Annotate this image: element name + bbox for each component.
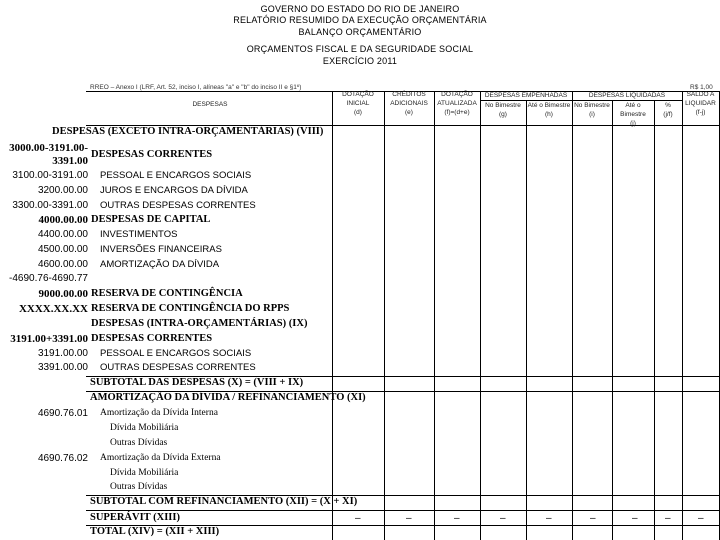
- column-header-dotacao-atualizada: DOTAÇÃO ATUALIZADA (f)=(d+e): [437, 91, 477, 116]
- row-label-subtotal-x: SUBTOTAL DAS DESPESAS (X) = (VIII + IX): [90, 377, 304, 388]
- col-divider: [480, 91, 481, 540]
- row-code-continued: 3391.00: [52, 155, 88, 167]
- column-header-emp-ate: Até o Bimestre (h): [527, 102, 571, 118]
- row-code: 4690.76.01: [37, 408, 88, 419]
- currency-unit: R$ 1,00: [690, 84, 713, 91]
- col-divider: [682, 91, 683, 540]
- column-header-creditos-adicionais: CRÉDITOS ADICIONAIS (e): [390, 91, 428, 116]
- row-code: 4690.76.02: [37, 453, 88, 464]
- row-label-investimentos: INVESTIMENTOS: [100, 229, 178, 240]
- row-label-despesas-exceto-intra: DESPESAS (EXCETO INTRA-ORÇAMENTÁRIAS) (VIII): [52, 126, 324, 137]
- row-label-juros-encargos: JUROS E ENCARGOS DA DÍVIDA: [100, 185, 248, 196]
- row-code: 3100.00-3191.00: [12, 170, 88, 181]
- row-label-divida-mobiliaria: Dívida Mobiliária: [110, 468, 179, 478]
- row-label-outras-dividas: Outras Dívidas: [110, 482, 168, 492]
- row-label-pessoal-encargos-intra: PESSOAL E ENCARGOS SOCIAIS: [100, 348, 252, 359]
- superavit-dash: –: [665, 513, 671, 524]
- superavit-dash: –: [355, 513, 361, 524]
- col-divider: [384, 91, 385, 540]
- row-label-despesas-correntes-intra: DESPESAS CORRENTES: [91, 333, 213, 344]
- col-divider: [654, 100, 655, 540]
- row-code: 3300.00-3391.00: [12, 200, 88, 211]
- row-label-superavit: SUPERÁVIT (XIII): [90, 512, 180, 523]
- row-code: 3191.00+3391.00: [10, 333, 88, 345]
- row-label-outras-despesas-correntes: OUTRAS DESPESAS CORRENTES: [100, 200, 256, 211]
- row-label-despesas-intra: DESPESAS (INTRA-ORÇAMENTÁRIAS) (IX): [91, 318, 308, 329]
- row-separator: [86, 510, 720, 511]
- superavit-dash: –: [454, 513, 460, 524]
- row-code: 4600.00.00: [37, 259, 88, 270]
- row-label-total: TOTAL (XIV) = (XII + XIII): [90, 526, 220, 537]
- row-label-inversoes-financeiras: INVERSÕES FINANCEIRAS: [100, 244, 222, 255]
- superavit-dash: –: [590, 513, 596, 524]
- column-header-pct: % (j/f): [663, 102, 673, 118]
- row-code: 3191.00.00: [37, 348, 88, 359]
- row-code: 4000.00.00: [38, 214, 88, 226]
- superavit-dash: –: [632, 513, 638, 524]
- row-label-despesas-correntes: DESPESAS CORRENTES: [91, 149, 213, 160]
- row-label-amortizacao-divida: AMORTIZAÇÃO DA DÍVIDA: [100, 259, 220, 270]
- column-header-saldo: SALDO A LIQUIDAR (f-j): [685, 91, 716, 116]
- superavit-dash: –: [500, 513, 506, 524]
- header-line-5: EXERCÍCIO 2011: [322, 56, 398, 66]
- row-code: 3391.00.00: [37, 362, 88, 373]
- header-line-2: RELATÓRIO RESUMIDO DA EXECUÇÃO ORÇAMENTÁRIA: [233, 15, 487, 25]
- header-line-4: ORÇAMENTOS FISCAL E DA SEGURIDADE SOCIAL: [246, 44, 474, 54]
- row-code: 3200.00.00: [37, 185, 88, 196]
- report-annex-reference: RREO – Anexo I (LRF, Art. 52, inciso I, alíneas "a" e "b" do inciso II e §1º): [90, 84, 302, 91]
- col-divider: [612, 100, 613, 540]
- row-code: 9000.00.00: [38, 288, 88, 300]
- column-header-despesas: DESPESAS: [192, 101, 228, 108]
- column-header-emp-bimestre: No Bimestre (g): [485, 102, 521, 118]
- row-label-outras-dividas: Outras Dívidas: [110, 438, 168, 448]
- column-group-empenhadas: DESPESAS EMPENHADAS: [484, 92, 568, 99]
- column-header-liq-bimestre: No Bimestre (i): [574, 102, 610, 118]
- row-label-reserva-contingencia: RESERVA DE CONTINGÊNCIA: [91, 288, 243, 299]
- row-label-reserva-contingencia-rpps: RESERVA DE CONTINGÊNCIA DO RPPS: [91, 303, 290, 314]
- row-label-amortizacao-interna: Amortização da Dívida Interna: [100, 408, 218, 418]
- superavit-dash: –: [546, 513, 552, 524]
- row-code: 4500.00.00: [37, 244, 88, 255]
- col-divider: [434, 91, 435, 540]
- row-code: XXXX.XX.XX: [18, 303, 88, 315]
- row-label-outras-despesas-intra: OUTRAS DESPESAS CORRENTES: [100, 362, 256, 373]
- row-label-despesas-capital: DESPESAS DE CAPITAL: [91, 214, 211, 225]
- row-label-subtotal-refinanciamento: SUBTOTAL COM REFINANCIAMENTO (XII) = (X + XI): [90, 496, 358, 507]
- superavit-dash: –: [698, 513, 704, 524]
- row-code: 3000.00-3191.00-: [9, 142, 88, 154]
- column-header-liq-ate: Até o Bimestre (j): [620, 102, 646, 127]
- col-divider: [332, 91, 333, 540]
- header-line-1: GOVERNO DO ESTADO DO RIO DE JANEIRO: [260, 4, 460, 14]
- row-label-divida-mobiliaria: Dívida Mobiliária: [110, 423, 179, 433]
- col-divider: [572, 91, 573, 540]
- row-label-amortizacao-refinanciamento: AMORTIZAÇÃO DA DÍVIDA / REFINANCIAMENTO (XI): [90, 392, 366, 403]
- row-label-pessoal-encargos: PESSOAL E ENCARGOS SOCIAIS: [100, 170, 252, 181]
- header-line-3: BALANÇO ORÇAMENTÁRIO: [298, 27, 422, 37]
- row-code: -4690.76-4690.77: [9, 273, 88, 284]
- column-group-liquidadas: DESPESAS LIQUIDADAS: [588, 92, 666, 99]
- row-label-amortizacao-externa: Amortização da Dívida Externa: [100, 453, 221, 463]
- row-code: 4400.00.00: [37, 229, 88, 240]
- superavit-dash: –: [406, 513, 412, 524]
- col-divider: [526, 100, 527, 540]
- column-header-dotacao-inicial: DOTAÇÃO INICIAL (d): [342, 91, 374, 116]
